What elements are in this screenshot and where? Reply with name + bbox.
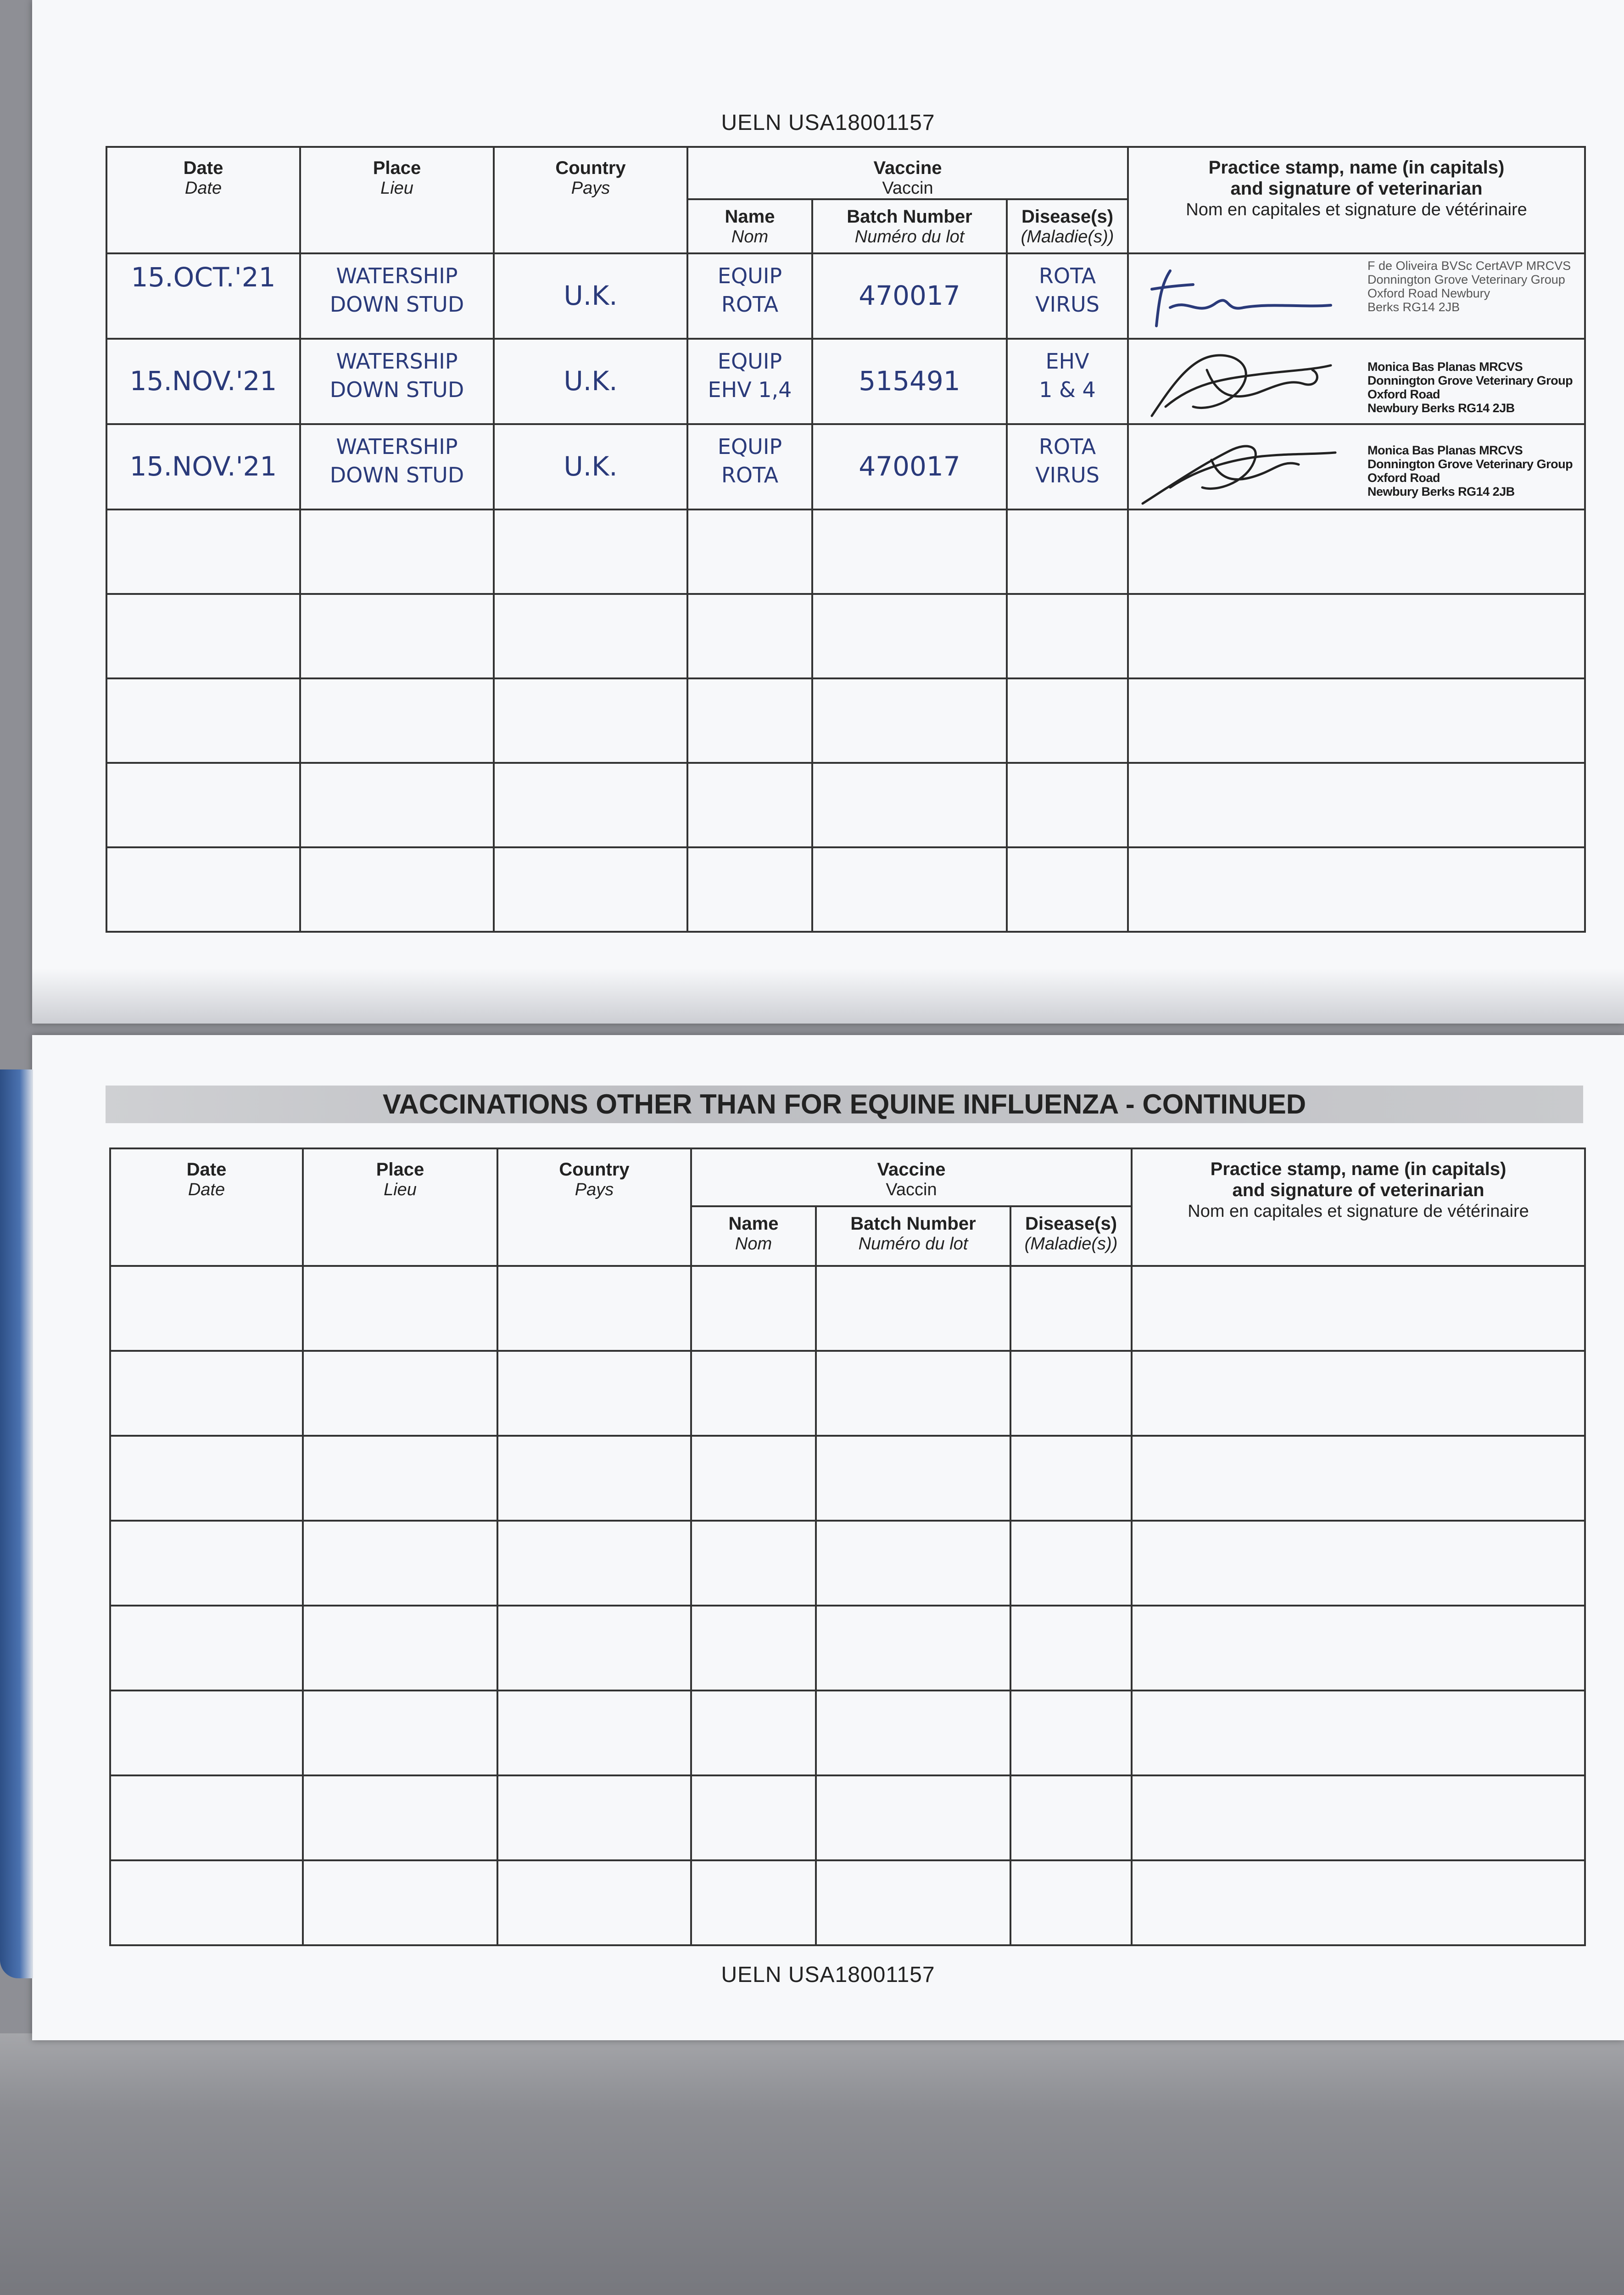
entry-place: WATERSHIP DOWN STUD [300, 339, 494, 424]
entry-place: WATERSHIP DOWN STUD [300, 253, 494, 339]
batch-header: Batch Number Numéro du lot [816, 1206, 1010, 1266]
entry-date: 15.NOV.'21 [106, 339, 300, 424]
signature-mark [1138, 428, 1349, 506]
place-header: Place Lieu [300, 147, 494, 253]
entry-place: WATERSHIP DOWN STUD [300, 424, 494, 509]
signature-mark [1138, 342, 1349, 420]
name-header: Name Nom [691, 1206, 816, 1266]
table-row [110, 1775, 1585, 1860]
entry-country: U.K. [494, 339, 687, 424]
signature-mark [1138, 257, 1349, 335]
binder-edge [0, 1069, 33, 1978]
vaccination-table-top [106, 146, 1586, 933]
entry-date: 15.NOV.'21 [106, 424, 300, 509]
entry-vaccine-name: EQUIP ROTA [687, 424, 812, 509]
stamp-text: F de Oliveira BVSc CertAVP MRCVS Donnington Grove Veterinary Group Oxford Road Newbury Berks RG14 2JB [1367, 259, 1571, 314]
vet-header: Practice stamp, name (in capitals) and signature of veterinarian Nom en capitales et signature de vétérinaire [1128, 147, 1585, 253]
entry-vaccine-name: EQUIP ROTA [687, 253, 812, 339]
entry-disease: ROTA VIRUS [1007, 253, 1128, 339]
top-page [32, 0, 1624, 1024]
ueln-top: UELN USA18001157 [721, 111, 935, 135]
entry-disease: EHV 1 & 4 [1007, 339, 1128, 424]
table-row [110, 1266, 1585, 1351]
country-header: Country Pays [497, 1148, 691, 1266]
entry-vet-stamp [1128, 424, 1585, 509]
disease-header: Disease(s) (Maladie(s)) [1010, 1206, 1132, 1266]
vet-header: Practice stamp, name (in capitals) and signature of veterinarian Nom en capitales et signature de vétérinaire [1132, 1148, 1585, 1266]
table-row [106, 678, 1585, 763]
entry-batch: 515491 [812, 339, 1007, 424]
entry-vaccine-name: EQUIP EHV 1,4 [687, 339, 812, 424]
name-header: Name Nom [687, 199, 812, 253]
table-row [106, 847, 1585, 932]
place-header: Place Lieu [303, 1148, 497, 1266]
stamp-text: Monica Bas Planas MRCVS Donnington Grove Veterinary Group Oxford Road Newbury Berks RG14 2JB [1367, 443, 1573, 498]
table-row [110, 1436, 1585, 1521]
vaccine-header: Vaccine Vaccin [691, 1148, 1132, 1206]
table-row [106, 253, 1585, 339]
entry-disease: ROTA VIRUS [1007, 424, 1128, 509]
date-header: Date Date [110, 1148, 303, 1266]
table-row [106, 509, 1585, 594]
table-row [106, 424, 1585, 509]
entry-date: 15.OCT.'21 [106, 253, 300, 339]
vaccination-table-bottom [109, 1148, 1586, 1946]
section-banner: VACCINATIONS OTHER THAN FOR EQUINE INFLUENZA - CONTINUED [106, 1086, 1583, 1123]
entry-vet-stamp [1128, 339, 1585, 424]
batch-header: Batch Number Numéro du lot [812, 199, 1007, 253]
header-row-bottom [110, 1148, 1585, 1206]
table-row [110, 1606, 1585, 1690]
entry-batch: 470017 [812, 424, 1007, 509]
header-row-top [106, 147, 1585, 199]
entry-country: U.K. [494, 424, 687, 509]
table-row [106, 339, 1585, 424]
entry-vet-stamp [1128, 253, 1585, 339]
table-row [110, 1351, 1585, 1436]
table-row [106, 763, 1585, 847]
bottom-page [32, 1035, 1624, 2040]
ueln-bottom: UELN USA18001157 [721, 1963, 935, 1987]
entry-batch: 470017 [812, 253, 1007, 339]
table-row [110, 1521, 1585, 1606]
entry-country: U.K. [494, 253, 687, 339]
background-surface [0, 2033, 1624, 2295]
table-row [110, 1860, 1585, 1945]
country-header: Country Pays [494, 147, 687, 253]
table-row [106, 594, 1585, 678]
vaccine-header: Vaccine Vaccin [687, 147, 1128, 199]
stamp-text: Monica Bas Planas MRCVS Donnington Grove Veterinary Group Oxford Road Newbury Berks RG14 2JB [1367, 360, 1573, 415]
table-row [110, 1690, 1585, 1775]
disease-header: Disease(s) (Maladie(s)) [1007, 199, 1128, 253]
date-header: Date Date [106, 147, 300, 253]
